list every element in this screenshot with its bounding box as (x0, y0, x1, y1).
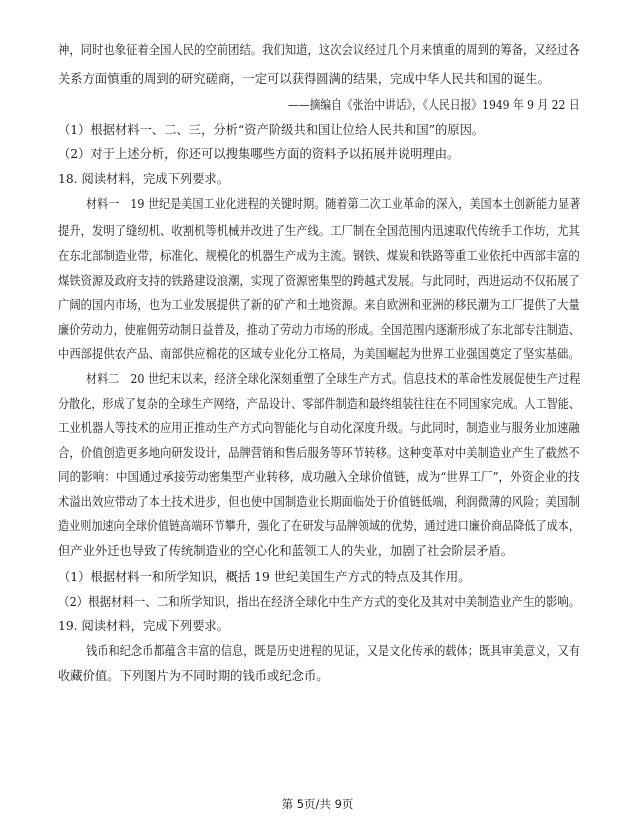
question-19-intro-line-1: 钱币和纪念币都蕴含丰富的信息，既是历史进程的见证，又是文化传承的载体；既具审美意义，又有 (86, 644, 581, 658)
material-1-line-7: 中西部提供农产品、南部供应棉花的区域专业化分工格局，为美国崛起为世界工业强国奠定了坚实基础。 (58, 347, 580, 361)
material-1-line-5: 广阔的国内市场，也为工业发展提供了新的矿产和土地资源。来自欧洲和亚洲的移民潮为工厂提供了大量 (58, 298, 580, 312)
question-19-heading: 19. 阅读材料，完成下列要求。 (58, 619, 230, 633)
material-1-line-4: 煤铁资源及政府支持的铁路建设浪潮，实现了资源密集型的跨越式发展。与此同时，西进运动不仅拓展了 (58, 274, 580, 288)
material-2-line-6: 术溢出效应带动了本土技术进步，但也使中国制造业长期面临处于价值链低端，利润微薄的风险；美国制 (58, 495, 580, 509)
material-2-line-2: 分散化，形成了复杂的全球生产网络，产品设计、零部件制造和最终组装往往在不同国家完成。人工智能、 (58, 397, 580, 411)
line-2: 关系方面慎重的周到的研究磋商，一定可以获得圆满的结果，完成中华人民共和国的诞生。 (58, 72, 550, 86)
material-1-line-3: 在东北部制造业带，标准化、规模化的机器生产成为主流。钢铁、煤炭和铁路等重工业依托中西部丰富的 (58, 249, 580, 263)
material-2-line-8: 但产业外迁也导致了传统制造业的空心化和蓝领工人的失业，加剧了社会阶层矛盾。 (58, 544, 513, 558)
material-1-line-1: 材料一 19 世纪是美国工业化进程的关键时期。随着第二次工业革命的深入，美国本土创新能力显著 (86, 197, 581, 211)
page-number: 第 5页/共 9页 (281, 797, 354, 811)
question-17-1: （1）根据材料一、二、三，分析“资产阶级共和国让位给人民共和国”的原因。 (58, 123, 485, 137)
material-1-line-2: 提升，发明了缝纫机、收割机等机械并改进了生产线。工厂制在全国范围内迅速取代传统手工作坊，尤其 (58, 224, 580, 238)
material-2-line-1: 材料二 20 世纪末以来，经济全球化深刻重塑了全球生产方式。信息技术的革命性发展促使生产过程 (86, 372, 581, 386)
material-2-line-3: 工业机器人等技术的应用正推动生产方式向智能化与自动化深度升级。与此同时，制造业与服务业加速融 (58, 421, 580, 435)
question-18-1: （1）根据材料一和所学知识，概括 19 世纪美国生产方式的特点及其作用。 (58, 570, 471, 584)
line-1: 神，同时也象征着全国人民的空前团结。我们知道，这次会议经过几个月来慎重的周到的筹备，又经过各 (58, 43, 580, 57)
source-citation: ——摘编自《张治中讲话》，《人民日报》1949 年 9 月 22 日 (288, 98, 580, 112)
material-1-line-6: 廉价劳动力，使雇佣劳动制日益普及，推动了劳动力市场的形成。全国范围内逐渐形成了东北部专注制造、 (58, 323, 580, 337)
question-18-heading: 18. 阅读材料，完成下列要求。 (58, 172, 230, 186)
question-17-2: （2）对于上述分析，你还可以搜集哪些方面的资料予以拓展并说明理由。 (58, 147, 460, 161)
question-19-intro-line-2: 收藏价值。下列图片为不同时期的钱币或纪念币。 (58, 669, 329, 683)
material-2-line-4: 合，价值创造更多地向研发设计，品牌营销和售后服务等环节转移。这种变革对中美制造业产生了截然不 (58, 446, 580, 460)
question-18-2: （2）根据材料一、二和所学知识，指出在经济全球化中生产方式的变化及其对中美制造业产生的影响。 (58, 595, 581, 609)
material-2-line-7: 造业则加速向全球价值链高端环节攀升，强化了在研发与品牌领域的优势，通过进口廉价商品降低了成本， (58, 519, 580, 533)
material-2-line-5: 同的影响：中国通过承接劳动密集型产业转移，成功融入全球价值链，成为“世界工厂”，外资企业的技 (58, 470, 580, 484)
